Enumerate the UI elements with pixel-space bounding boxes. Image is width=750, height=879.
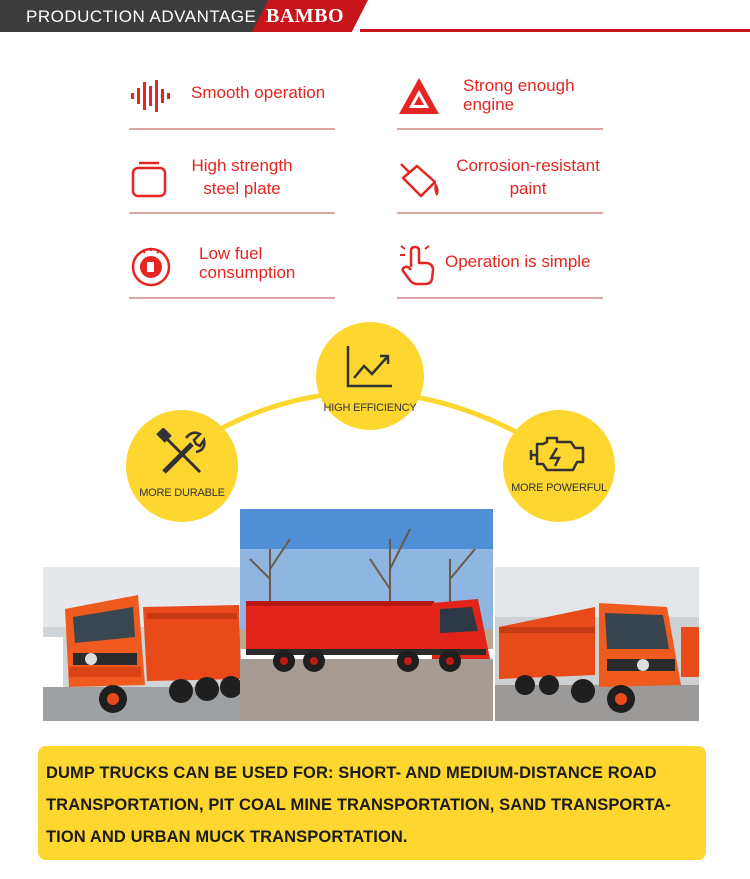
pointing-hand-icon	[397, 243, 441, 287]
steel-plate-icon	[129, 158, 173, 202]
truck-photo-left	[43, 567, 241, 721]
feature-divider	[129, 128, 335, 130]
brand-name: BAMBO	[266, 5, 345, 27]
fuel-gauge-icon	[129, 243, 173, 287]
feature-label-line1: Corrosion-resistant	[456, 156, 600, 175]
feature-steel-plate	[129, 146, 335, 214]
feature-label: Smooth operation	[191, 83, 326, 102]
circle-label: HIGH EFFICIENCY	[323, 402, 417, 414]
truck-photo-center	[240, 509, 493, 721]
feature-label-line1: Low fuel	[199, 244, 263, 263]
paint-bucket-icon	[397, 158, 441, 202]
growth-chart-icon	[344, 344, 396, 390]
circle-high-efficiency	[316, 322, 424, 430]
feature-divider	[129, 212, 335, 214]
circle-label: MORE POWERFUL	[511, 482, 607, 494]
feature-divider	[397, 212, 603, 214]
feature-strong-engine	[397, 62, 603, 130]
feature-label-line2: paint	[509, 179, 547, 198]
circle-more-durable	[126, 410, 238, 522]
truck-photo-right	[495, 567, 699, 721]
header-title: PRODUCTION ADVANTAGE	[26, 7, 257, 26]
equalizer-icon	[129, 74, 173, 118]
circle-label: MORE DURABLE	[139, 487, 225, 499]
usage-banner-text: DUMP TRUCKS CAN BE USED FOR: SHORT- AND MEDIUM-DISTANCE ROAD TRANSPORTATION, PIT COAL MINE TRANSPORTATION, SAND TRANSPORTA- TION AND URBAN MUCK TRANSPORTATION.	[46, 764, 671, 846]
feature-label-line2: steel plate	[203, 179, 281, 198]
feature-label-line1: Strong enough	[463, 76, 575, 95]
engine-triangle-icon	[397, 74, 441, 118]
feature-corrosion-resistant	[397, 146, 603, 214]
feature-divider	[397, 128, 603, 130]
circle-more-powerful	[503, 410, 615, 522]
page-header	[0, 0, 750, 34]
engine-icon	[529, 430, 589, 476]
feature-label: Operation is simple	[445, 252, 591, 271]
feature-label-line2: engine	[463, 95, 515, 114]
tools-icon	[156, 428, 208, 480]
feature-label-line2: consumption	[199, 263, 296, 282]
feature-divider	[129, 297, 335, 299]
feature-smooth-operation	[129, 62, 335, 130]
header-red-rule	[360, 29, 750, 32]
feature-divider	[397, 297, 603, 299]
feature-label-line1: High strength	[191, 156, 293, 175]
usage-banner	[38, 746, 706, 860]
feature-low-fuel	[129, 231, 335, 299]
feature-simple-operation	[397, 231, 603, 299]
